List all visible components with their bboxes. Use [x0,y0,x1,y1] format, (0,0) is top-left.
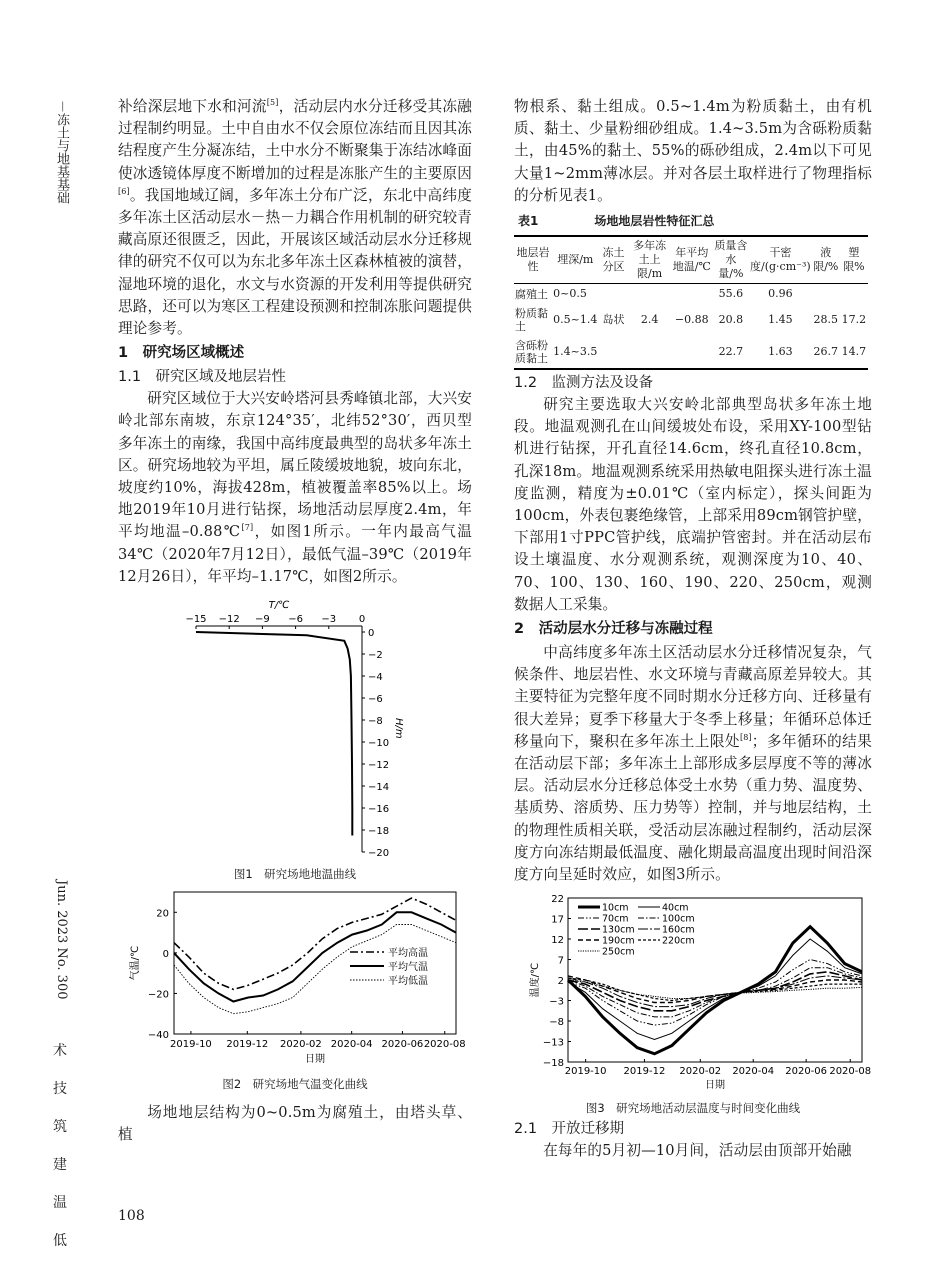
journal-name-char: 温 [53,1195,67,1211]
y-tick-label: −8 [549,1017,564,1029]
x-tick-label: 2019-10 [564,1066,607,1078]
subsection-heading: 1.1 研究区域及地层岩性 [118,369,287,386]
x-axis-label: 日期 [705,1080,725,1092]
x-tick-label: 2020-06 [785,1066,828,1078]
table-header: 塑限% [843,246,865,274]
table-header-row [514,236,868,284]
table-cell: 22.7 [718,345,744,359]
y-tick-label: −20 [147,989,169,1001]
series-line [568,976,862,1007]
paragraph: 研究区域位于大兴安岭塔河县秀峰镇北部，大兴安岭北部东南坡，东京124°35′，北纬52°30′，西贝型多年冻土的南缘，我国中高纬度最典型的岛状多年冻土区。研究场地较为平坦，属丘陵缓坡地貌，坡向东北，坡度约10%，海拔428m，植被覆盖率85%以上。场地2019年10月进行钻探，场地活动层厚度2.4m，年平均地温–0.88℃[7]，如图1所示。一年内最高气温34℃（2020年7月12日），最低气温–39℃（2019年12月26日），年平均–1.17℃，如图2所示。 [118,390,472,585]
table-header: 冻土分区 [602,246,625,274]
table-cell: 含砾粉质黏土 [515,339,548,366]
subsection-heading: 1.2 监测方法及设备 [514,375,654,392]
table-cell [671,336,713,369]
legend-label: 10cm [602,902,629,914]
x-tick-label: 2020-08 [423,1039,466,1051]
x-tick-label: 0 [358,614,366,626]
series-line [568,968,862,1017]
x-tick-label: −12 [218,614,240,626]
y-tick-label: 12 [551,935,564,947]
legend-label: 250cm [602,946,635,958]
x-tick-label: 2019-12 [226,1039,269,1051]
figure-2-chart [118,886,472,1066]
table-cell: 20.8 [718,313,744,327]
y-tick-label: 0 [368,628,375,640]
table-cell: 1.63 [768,345,793,359]
paragraph: 在每年的5月初—10月间，活动层由顶部开始融 [543,1142,852,1160]
table-cell: 55.6 [718,287,744,301]
table-cell: 粉质黏土 [515,307,548,334]
y-axis-label: 气温/℃ [130,945,141,981]
table-cell: 1.45 [768,313,793,327]
y-axis-label: H/m [393,718,404,739]
y-tick-label: 0 [162,948,169,960]
table-header: 液限/% [813,246,839,274]
table-row [514,304,868,336]
x-tick-label: 2020-06 [381,1039,424,1051]
y-tick-label: −40 [147,1030,169,1042]
legend-label: 100cm [662,913,695,925]
table-cell [671,284,713,305]
figure-caption: 图2 研究场地气温变化曲线 [222,1077,368,1092]
figure-1-chart [118,598,472,860]
x-tick-label: 2020-02 [679,1066,722,1078]
y-tick-label: −2 [368,650,383,662]
legend-label: 130cm [602,924,635,936]
table-cell: 岛状 [602,313,625,327]
y-tick-label: −20 [368,848,390,860]
paragraph: 补给深层地下水和河流[5]，活动层内水分迁移受其冻融过程制约明显。土中自由水不仅会原位冻结而且因其冻结程度产生分凝冻结，土中水分不断聚集于冻结冰峰面使冰透镜体厚度不断增加的过程是冻胀产生的主要原因[6]。我国地域辽阔，多年冻土分布广泛，东北中高纬度多年冻土区活动层水－热－力耦合作用机制的研究较青藏高原还很匮乏，因此，开展该区域活动层水分迁移规律的研究不仅可以为东北多年冻土区森林植被的演替，湿地环境的退化，水文与水资源的开发利用等提供研究思路，还可以为寒区工程建设预测和控制冻胀问题提供理论参考。 [118,98,472,338]
y-tick-label: −10 [368,738,390,750]
x-tick-label: 2020-04 [330,1039,373,1051]
table-header: 年平均地温/℃ [672,246,711,274]
table-cell: 1.4~3.5 [553,345,598,359]
table-cell: −0.88 [674,313,709,327]
right-column [514,96,872,1162]
figure-1 [118,598,472,882]
citation: [5] [266,98,279,108]
legend-label: 190cm [602,935,635,947]
paragraph: 场地地层结构为0~0.5m为腐殖土，由塔头草、植 [118,1104,472,1144]
table-cell [629,284,671,305]
y-axis-label: 温度/℃ [530,962,541,998]
table-cell: 0.5~1.4 [553,313,598,327]
table-cell: 0.96 [768,287,793,301]
paragraph: 中高纬度多年冻土区活动层水分迁移情况复杂，气候条件、地层岩性、水文环境与青藏高原差异较大。其主要特征为完整年度不同时期水分迁移方向、迁移量有很大差异；夏季下移量大于冬季上移量；年循环总体迁移量向下，聚积在多年冻土上限处[8]；多年循环的结果在活动层下部；多年冻土上部形成多层厚度不等的薄冰层。活动层水分迁移总体受土水势（重力势、温度势、基质势、溶质势、压力势等）控制，并与地层结构，土的物理性质相关联，受活动层冻融过程制约，活动层深度方向冻结期最低温度、融化期最高温度出现时间沿深度方向呈延时效应，如图3所示。 [514,644,872,884]
y-tick-label: −12 [368,760,390,772]
y-tick-label: 7 [557,955,564,967]
legend-label: 160cm [662,924,695,936]
figure-3-chart [514,894,872,1096]
legend-label: 平均低温 [388,976,428,988]
y-tick-label: −4 [368,672,383,684]
table-cell: 17.2 [841,313,867,327]
y-tick-label: 2 [557,976,564,988]
table-row [514,336,868,369]
table-cell: 28.5 [813,313,839,327]
table-caption [514,211,872,231]
paragraph: 物根系、黏土组成。0.5~1.4m为粉质黏土，由有机质、黏土、少量粉细砂组成。1.4~3.5m为含砾粉质黏土，由45%的黏土、55%的砾砂组成，2.4m以下可见大量1~2mm薄冰层。并对各层土取样进行了物理指标的分析见表1。 [514,98,872,204]
journal-name [52,1040,68,1250]
soil-properties-table [514,235,868,370]
table-cell: 14.7 [841,345,867,359]
legend-label: 40cm [662,902,689,914]
table-cell [629,336,671,369]
y-tick-label: −16 [368,804,390,816]
y-tick-label: 22 [551,894,564,906]
table-cell: 26.7 [813,345,839,359]
running-title: －冻土与地基基础 [54,100,69,205]
y-tick-label: 20 [156,908,169,920]
table-header: 质量含水量/% [714,239,748,281]
y-tick-label: −6 [368,694,383,706]
table-number: 表1 [518,214,539,229]
journal-name-char: 技 [53,1081,67,1097]
x-axis-label: 日期 [305,1054,325,1066]
legend-label: 70cm [602,913,629,925]
legend-label: 平均高温 [388,948,428,960]
y-tick-label: −3 [549,996,564,1008]
x-tick-label: 2020-08 [829,1066,872,1078]
table-header: 地层岩性 [516,246,550,274]
x-tick-label: −15 [185,614,207,626]
x-tick-label: −6 [288,614,303,626]
subsection-heading: 2.1 开放迁移期 [514,1121,625,1138]
figure-2 [118,886,472,1092]
table-header: 埋深/m [557,253,594,267]
table-header: 干密度/(g·cm⁻³) [750,246,811,274]
table-cell [812,284,840,305]
figure-caption: 图1 研究场地地温曲线 [233,867,357,882]
x-tick-label: 2019-10 [170,1039,212,1051]
y-tick-label: 17 [551,914,564,926]
paragraph: 研究主要选取大兴安岭北部典型岛状多年冻土地段。地温观测孔在山间缓坡处布设，采用XY-100型钻机进行钻探，开孔直径14.6cm，终孔直径10.8cm，孔深18m。地温观测系统采用热敏电阻探头进行冻土温度监测，精度为±0.01℃（室内标定），探头间距为100cm，外表包裹绝缘管，上部采用89cm钢管护壁，下部用1寸PPC管护线，底端护管密封。并在活动层布设土壤温度、水分观测系统，观测深度为10、40、70、100、130、160、190、220、250cm，观测数据人工采集。 [514,396,872,613]
table-cell [598,336,628,369]
table-row [514,284,868,305]
x-tick-label: 2020-04 [732,1066,775,1078]
page-number: 108 [118,1208,145,1224]
table-header: 多年冻土上限/m [633,239,667,281]
y-tick-label: −8 [368,716,383,728]
table-cell [598,284,628,305]
table-cell: 0~0.5 [553,287,587,301]
citation: [8] [739,733,752,742]
table-title: 场地地层岩性特征汇总 [594,214,715,229]
journal-name-char: 低 [53,1233,67,1249]
section-heading: 2 活动层水分迁移与冻融过程 [514,621,713,638]
journal-name-char: 建 [53,1157,67,1173]
y-tick-label: −13 [542,1037,564,1049]
journal-name-char: 筑 [53,1119,67,1135]
figure-caption: 图3 研究场地活动层温度与时间变化曲线 [585,1101,801,1116]
table-cell: 腐殖土 [515,287,548,301]
table-cell: 2.4 [640,313,659,327]
x-tick-label: 2019-12 [623,1066,666,1078]
y-tick-label: −18 [542,1058,564,1070]
x-tick-label: −9 [255,614,270,626]
y-tick-label: −14 [368,782,390,794]
series-line [568,980,862,999]
citation: [7] [241,523,254,533]
legend-label: 平均气温 [388,962,428,974]
citation: [6] [118,186,130,196]
table-cell [840,284,868,305]
y-tick-label: −18 [368,826,390,838]
x-tick-label: −3 [321,614,337,626]
journal-issue: Jun. 2023 No. 300 [54,880,69,1000]
ground-temperature-line [196,632,352,836]
x-axis-label: T/℃ [268,600,290,612]
left-column [118,96,472,1146]
legend-label: 220cm [662,935,695,947]
figure-3 [514,894,872,1116]
section-heading: 1 研究场区域概述 [118,345,245,362]
journal-name-char: 术 [53,1043,67,1059]
x-tick-label: 2020-02 [280,1039,322,1051]
